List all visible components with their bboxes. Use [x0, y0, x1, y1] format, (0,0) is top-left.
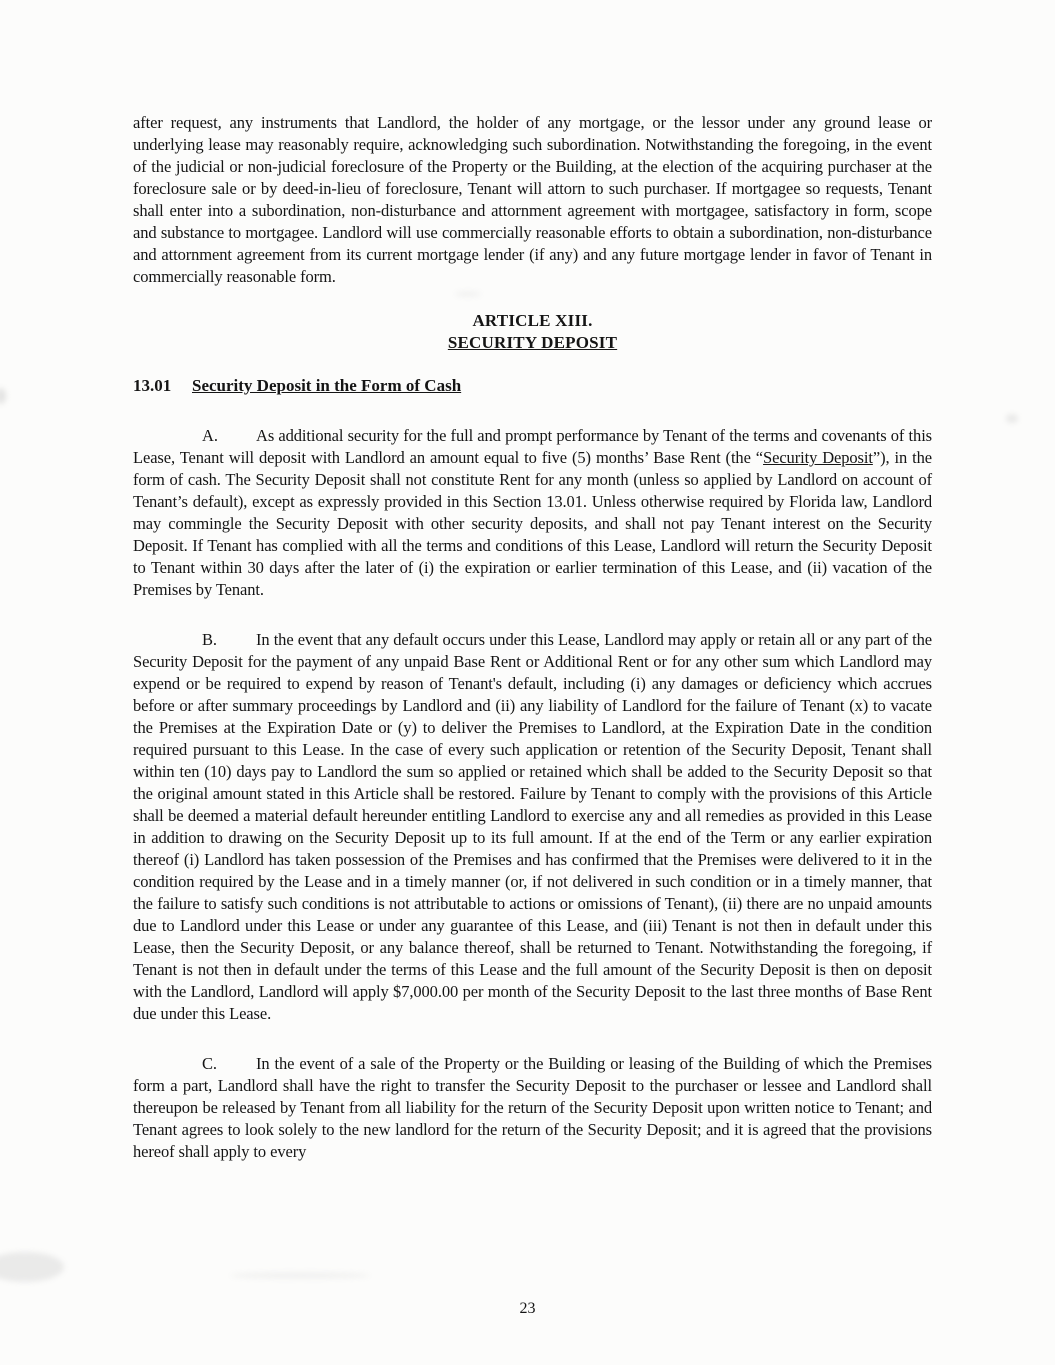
paragraph-a-text-after-term: ”), in the form of cash. The Security Deposit shall not constitute Rent for any month (unless so applied by Landlord on account of Tenant’s default), except as expressly provided in this Section 13.01. Unless otherwise required by Florida law, Landlord may commingle the Security Deposit with other security deposits, and shall not pay Tenant interest on the Security Deposit. If Tenant has complied with all the terms and conditions of this Lease, Landlord will return the Security Deposit to Tenant within 30 days after the later of (i) the expiration or earlier termination of this Lease, and (ii) vacation of the Premises by Tenant.: [133, 448, 932, 599]
paragraph-b-label: B.: [202, 630, 217, 649]
article-heading: [133, 310, 932, 354]
article-title-line: SECURITY DEPOSIT: [447, 333, 618, 352]
scan-mark-right-edge: [1006, 414, 1018, 423]
scan-smudge-bottom-left: [0, 1252, 64, 1282]
paragraph-c-text: In the event of a sale of the Property or the Building or leasing of the Building of which the Premises form a part, Landlord shall have the right to transfer the Security Deposit to the purchaser or lessee and Landlord shall thereupon be released by Tenant from all liability for the return of the Security Deposit upon written notice to Tenant; and Tenant agrees to look solely to the new landlord for the return of the Security Deposit; and it is agreed that the provisions hereof shall apply to every: [133, 1054, 932, 1161]
paragraph-c: [133, 1053, 932, 1163]
paragraph-a-text-before-term: As additional security for the full and prompt performance by Tenant of the terms and covenants of this Lease, Tenant will deposit with Landlord an amount equal to five (5) months’ Base Rent (the “: [133, 426, 932, 467]
document-body: [133, 112, 932, 1163]
scan-streak-bottom: [230, 1272, 370, 1279]
security-deposit-defined-term: Security Deposit: [763, 448, 873, 467]
paragraph-a-label: A.: [202, 426, 218, 445]
paragraph-c-label: C.: [202, 1054, 217, 1073]
section-number: 13.01: [133, 376, 172, 395]
paragraph-b: [133, 629, 932, 1025]
paragraph-b-text: In the event that any default occurs under this Lease, Landlord may apply or retain all or any part of the Security Deposit for the payment of any unpaid Base Rent or Additional Rent or for any other sum which Landlord may expend or be required to expend by reason of Tenant's default, including (i) any damages or deficiency which accrues before or after summary proceedings by Landlord and (ii) any liability of Landlord for the failure of Tenant (x) to vacate the Premises at the Expiration Date or (y) to deliver the Premises to Landlord, at the Expiration Date in the condition required pursuant to this Lease. In the case of every such application or retention of the Security Deposit, Tenant shall within ten (10) days pay to Landlord the sum so applied or retained which shall be added to the Security Deposit so that the original amount stated in this Article shall be restored. Failure by Tenant to comply with the provisions of this Article shall be deemed a material default hereunder entitling Landlord to exercise any and all remedies as provided in this Lease in addition to drawing on the Security Deposit up to its full amount. If at the end of the Term or any earlier expiration thereof (i) Landlord has taken possession of the Premises and has confirmed that the Premises were delivered to it in the condition required by the Lease and in a timely manner (or, if not delivered in such condition or in a timely manner, that the failure to satisfy such conditions is not attributable to actions or omissions of Tenant), (ii) there are no unpaid amounts due to Landlord under this Lease or under any guarantee of this Lease, and (iii) Tenant is not then in default under this Lease, then the Security Deposit, or any balance thereof, shall be returned to Tenant. Notwithstanding the foregoing, if Tenant is not then in default under the terms of this Lease and the full amount of the Security Deposit is then on deposit with the Landlord, Landlord will apply $7,000.00 per month of the Security Deposit to the last three months of Base Rent due under this Lease.: [133, 630, 932, 1023]
paragraph-a: [133, 425, 932, 601]
article-number-line: ARTICLE XIII.: [472, 311, 593, 330]
scan-mark-left-edge: [0, 388, 6, 404]
section-heading-13-01: [133, 375, 932, 397]
section-title: Security Deposit in the Form of Cash: [192, 376, 462, 395]
paragraph-subordination-continuation: after request, any instruments that Landlord, the holder of any mortgage, or the lessor under any ground lease or underlying lease may reasonably require, acknowledging such subordination. Notwithstanding the foregoing, in the event of the judicial or non-judicial foreclosure of the Property or the Building, at the election of the acquiring purchaser at the foreclosure sale or by deed-in-lieu of foreclosure, Tenant will attorn to such purchaser. If mortgagee so requests, Tenant shall enter into a subordination, non-disturbance and attornment agreement with mortgagee, satisfactory in form, scope and substance to mortgagee. Landlord will use commercially reasonable efforts to obtain a subordination, non-disturbance and attornment agreement from its current mortgage lender (if any) and any future mortgage lender in favor of Tenant in commercially reasonable form.: [133, 113, 932, 286]
page-number: 23: [519, 1300, 536, 1317]
